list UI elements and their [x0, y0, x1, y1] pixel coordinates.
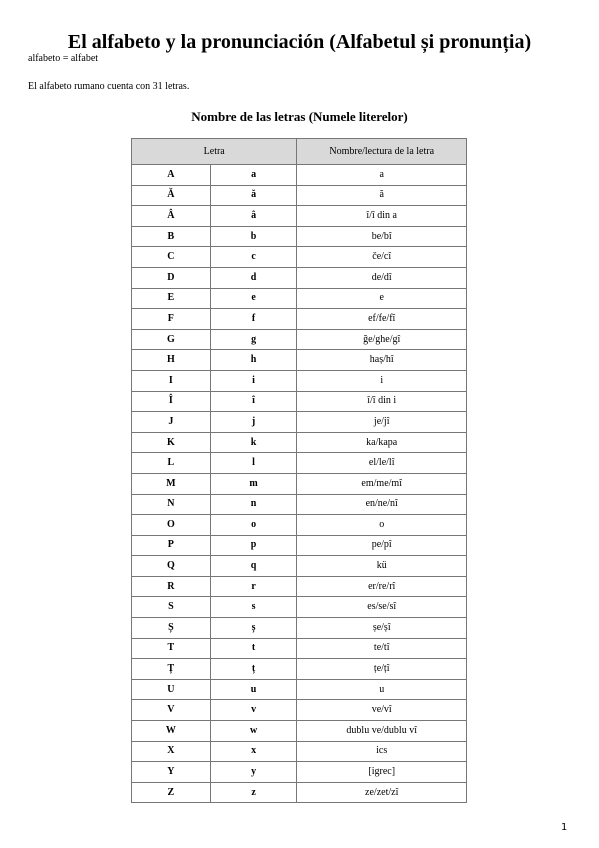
letter-lowercase: ț: [210, 659, 297, 680]
letter-name: je/jî: [297, 412, 467, 433]
alphabet-table: [131, 138, 467, 803]
letter-uppercase: F: [132, 309, 211, 330]
table-row: [132, 412, 467, 433]
letter-uppercase: G: [132, 329, 211, 350]
letter-name: de/dî: [297, 267, 467, 288]
subtitle: alfabeto = alfabet: [28, 53, 99, 64]
letter-name: ef/fe/fî: [297, 309, 467, 330]
table-row: [132, 700, 467, 721]
letter-lowercase: ș: [210, 618, 297, 639]
letter-uppercase: X: [132, 741, 211, 762]
letter-lowercase: g: [210, 329, 297, 350]
table-row: [132, 267, 467, 288]
letter-uppercase: C: [132, 247, 211, 268]
header-name: Nombre/lectura de la letra: [297, 139, 467, 165]
letter-lowercase: z: [210, 782, 297, 803]
letter-uppercase: Â: [132, 206, 211, 227]
table-row: [132, 473, 467, 494]
letter-uppercase: O: [132, 515, 211, 536]
letter-uppercase: E: [132, 288, 211, 309]
letter-uppercase: A: [132, 165, 211, 186]
letter-lowercase: r: [210, 576, 297, 597]
letter-lowercase: a: [210, 165, 297, 186]
letter-lowercase: k: [210, 432, 297, 453]
table-row: [132, 659, 467, 680]
letter-lowercase: q: [210, 556, 297, 577]
letter-name: [igrec]: [297, 762, 467, 783]
table-row: [132, 247, 467, 268]
table-row: [132, 679, 467, 700]
table-row: [132, 618, 467, 639]
letter-uppercase: Z: [132, 782, 211, 803]
table-row: [132, 309, 467, 330]
letter-lowercase: s: [210, 597, 297, 618]
letter-name: el/le/lî: [297, 453, 467, 474]
table-row: [132, 370, 467, 391]
letter-name: î/î din i: [297, 391, 467, 412]
letter-name: haș/hî: [297, 350, 467, 371]
table-row: [132, 453, 467, 474]
table-row: [132, 432, 467, 453]
letter-uppercase: Q: [132, 556, 211, 577]
table-row: [132, 576, 467, 597]
table-row: [132, 515, 467, 536]
letter-name: kü: [297, 556, 467, 577]
letter-lowercase: b: [210, 226, 297, 247]
letter-lowercase: ă: [210, 185, 297, 206]
letter-name: be/bî: [297, 226, 467, 247]
letter-name: te/tî: [297, 638, 467, 659]
letter-uppercase: Ț: [132, 659, 211, 680]
letter-uppercase: Î: [132, 391, 211, 412]
table-row: [132, 782, 467, 803]
letter-uppercase: M: [132, 473, 211, 494]
letter-name: i: [297, 370, 467, 391]
letter-name: es/se/sî: [297, 597, 467, 618]
letter-uppercase: K: [132, 432, 211, 453]
page-number: 1: [560, 822, 567, 833]
letter-name: a: [297, 165, 467, 186]
letter-uppercase: I: [132, 370, 211, 391]
letter-lowercase: y: [210, 762, 297, 783]
letter-uppercase: U: [132, 679, 211, 700]
letter-uppercase: L: [132, 453, 211, 474]
letter-lowercase: h: [210, 350, 297, 371]
letter-name: ka/kapa: [297, 432, 467, 453]
letter-name: ve/vî: [297, 700, 467, 721]
letter-name: ics: [297, 741, 467, 762]
table-row: [132, 535, 467, 556]
table-header-row: [132, 139, 467, 165]
table-row: [132, 638, 467, 659]
table-row: [132, 494, 467, 515]
letter-lowercase: l: [210, 453, 297, 474]
letter-uppercase: Ă: [132, 185, 211, 206]
letter-lowercase: c: [210, 247, 297, 268]
letter-lowercase: o: [210, 515, 297, 536]
letter-lowercase: i: [210, 370, 297, 391]
letter-lowercase: p: [210, 535, 297, 556]
letter-name: er/re/rî: [297, 576, 467, 597]
table-row: [132, 206, 467, 227]
letter-lowercase: w: [210, 721, 297, 742]
page-title: El alfabeto y la pronunciación (Alfabetul și pronunția): [67, 31, 532, 53]
table-row: [132, 741, 467, 762]
letter-name: șe/șî: [297, 618, 467, 639]
letter-uppercase: W: [132, 721, 211, 742]
letter-lowercase: â: [210, 206, 297, 227]
letter-uppercase: H: [132, 350, 211, 371]
letter-name: ze/zet/zî: [297, 782, 467, 803]
table-row: [132, 288, 467, 309]
table-row: [132, 165, 467, 186]
letter-name: dublu ve/dublu vî: [297, 721, 467, 742]
letter-uppercase: V: [132, 700, 211, 721]
letter-lowercase: e: [210, 288, 297, 309]
table-row: [132, 329, 467, 350]
letter-uppercase: P: [132, 535, 211, 556]
intro-paragraph: El alfabeto rumano cuenta con 31 letras.: [28, 81, 190, 92]
letter-name: u: [297, 679, 467, 700]
letter-uppercase: S: [132, 597, 211, 618]
letter-lowercase: n: [210, 494, 297, 515]
table-row: [132, 350, 467, 371]
letter-name: en/ne/nî: [297, 494, 467, 515]
letter-lowercase: d: [210, 267, 297, 288]
letter-lowercase: t: [210, 638, 297, 659]
table-row: [132, 556, 467, 577]
letter-lowercase: f: [210, 309, 297, 330]
letter-lowercase: x: [210, 741, 297, 762]
letter-uppercase: B: [132, 226, 211, 247]
table-row: [132, 762, 467, 783]
table-body: [132, 165, 467, 803]
letter-name: țe/țî: [297, 659, 467, 680]
table-row: [132, 391, 467, 412]
letter-uppercase: D: [132, 267, 211, 288]
letter-name: î/î din a: [297, 206, 467, 227]
table-caption: Nombre de las letras (Numele literelor): [191, 109, 408, 124]
letter-name: pe/pî: [297, 535, 467, 556]
letter-lowercase: u: [210, 679, 297, 700]
letter-name: o: [297, 515, 467, 536]
letter-uppercase: T: [132, 638, 211, 659]
table-row: [132, 185, 467, 206]
letter-name: e: [297, 288, 467, 309]
letter-uppercase: Y: [132, 762, 211, 783]
letter-name: ă: [297, 185, 467, 206]
letter-uppercase: Ș: [132, 618, 211, 639]
letter-uppercase: J: [132, 412, 211, 433]
letter-lowercase: m: [210, 473, 297, 494]
table-row: [132, 597, 467, 618]
letter-name: em/me/mî: [297, 473, 467, 494]
table-row: [132, 226, 467, 247]
letter-lowercase: î: [210, 391, 297, 412]
letter-lowercase: v: [210, 700, 297, 721]
letter-lowercase: j: [210, 412, 297, 433]
letter-name: ğe/ghe/gî: [297, 329, 467, 350]
letter-name: če/cî: [297, 247, 467, 268]
table-row: [132, 721, 467, 742]
header-letter: Letra: [132, 139, 297, 165]
letter-uppercase: N: [132, 494, 211, 515]
letter-uppercase: R: [132, 576, 211, 597]
